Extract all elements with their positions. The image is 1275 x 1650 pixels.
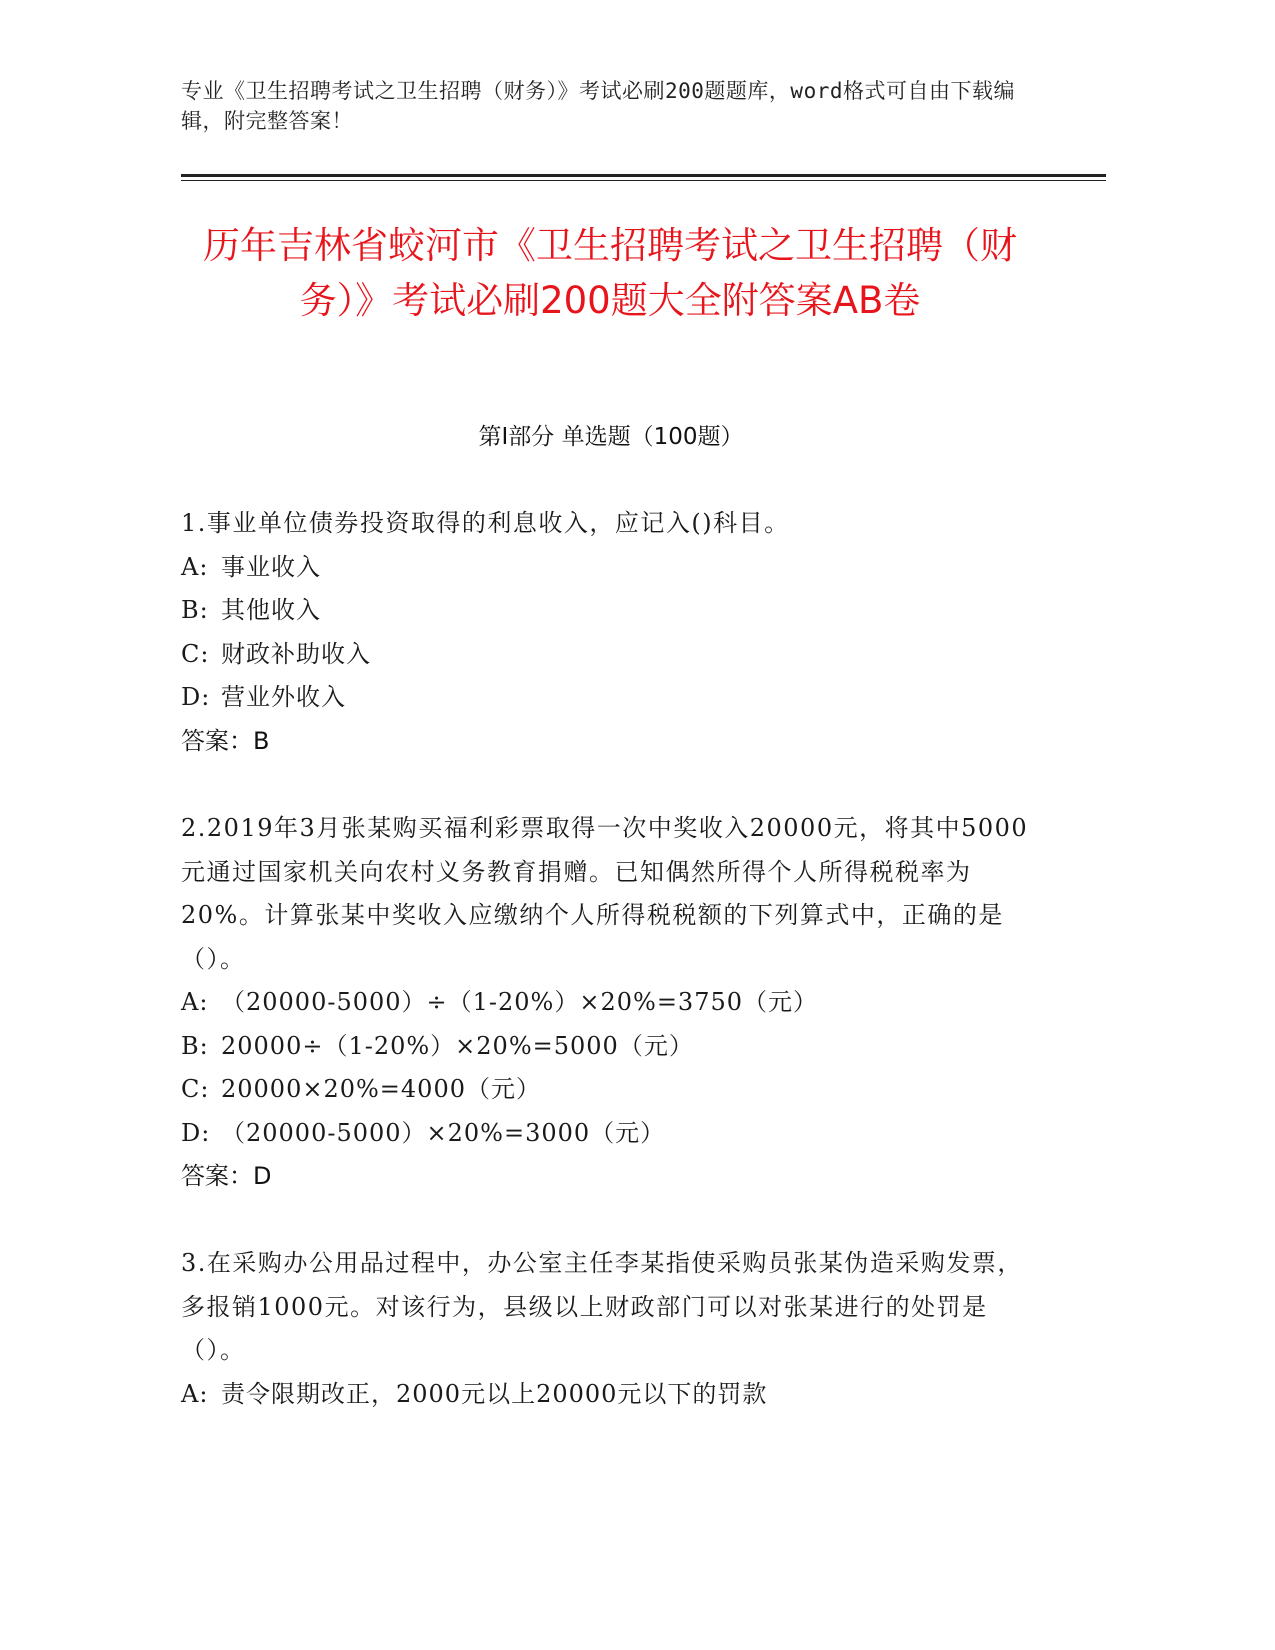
option-b: [181, 589, 1031, 633]
option-a: [181, 546, 1031, 590]
option-text: （20000-5000）×20%=3000（元）: [221, 1118, 666, 1147]
option-key: D:: [181, 683, 211, 711]
answer-line: 答案：D: [181, 1162, 272, 1190]
option-key: C:: [181, 1075, 210, 1103]
option-key: D:: [181, 1118, 211, 1147]
question-3: [181, 1242, 1031, 1416]
option-key: C:: [181, 639, 210, 668]
option-key: A:: [181, 552, 209, 581]
option-key: A:: [181, 1379, 209, 1408]
option-text: （20000-5000）÷（1-20%）×20%=3750（元）: [221, 988, 819, 1016]
option-d: [181, 1112, 1031, 1156]
option-text: 财政补助收入: [221, 639, 371, 668]
option-text: 其他收入: [221, 596, 321, 624]
option-text: 营业外收入: [221, 683, 346, 711]
option-key: B:: [181, 596, 209, 624]
option-c: [181, 633, 1031, 677]
option-key: A:: [181, 988, 209, 1016]
header-rule: [181, 174, 1106, 177]
document-title: 历年吉林省蛟河市《卫生招聘考试之卫生招聘（财务）》考试必刷200题大全附答案AB卷: [203, 224, 1017, 322]
option-a: [181, 981, 1031, 1025]
answer-line: 答案：B: [181, 726, 270, 755]
option-text: 20000×20%=4000（元）: [221, 1075, 541, 1103]
option-text: 事业收入: [221, 552, 321, 581]
option-key: B:: [181, 1031, 209, 1060]
question-stem: 3.在采购办公用品过程中，办公室主任李某指使采购员张某伪造采购发票，多报销1000元。对该行为，县级以上财政部门可以对张某进行的处罚是（）。: [181, 1249, 1023, 1364]
option-c: [181, 1068, 1031, 1112]
question-2: [181, 807, 1031, 1199]
question-stem: 2.2019年3月张某购买福利彩票取得一次中奖收入20000元，将其中5000元通过国家机关向农村义务教育捐赠。已知偶然所得个人所得税税率为20%。计算张某中奖收入应缴纳个人所得税税额的下列算式中，正确的是（）。: [181, 814, 1029, 973]
option-a: [181, 1373, 1031, 1417]
header-note: 专业《卫生招聘考试之卫生招聘（财务）》考试必刷200题题库，word格式可自由下载编辑，附完整答案！: [181, 79, 1015, 133]
option-text: 20000÷（1-20%）×20%=5000（元）: [221, 1031, 694, 1060]
section-heading: 第I部分 单选题（100题）: [478, 424, 744, 450]
option-b: [181, 1025, 1031, 1069]
option-text: 责令限期改正，2000元以上20000元以下的罚款: [221, 1379, 768, 1408]
question-stem: 1.事业单位债券投资取得的利息收入，应记入()科目。: [181, 509, 790, 537]
option-d: [181, 676, 1031, 720]
question-1: [181, 502, 1031, 763]
header-rule-thin: [181, 180, 1106, 181]
